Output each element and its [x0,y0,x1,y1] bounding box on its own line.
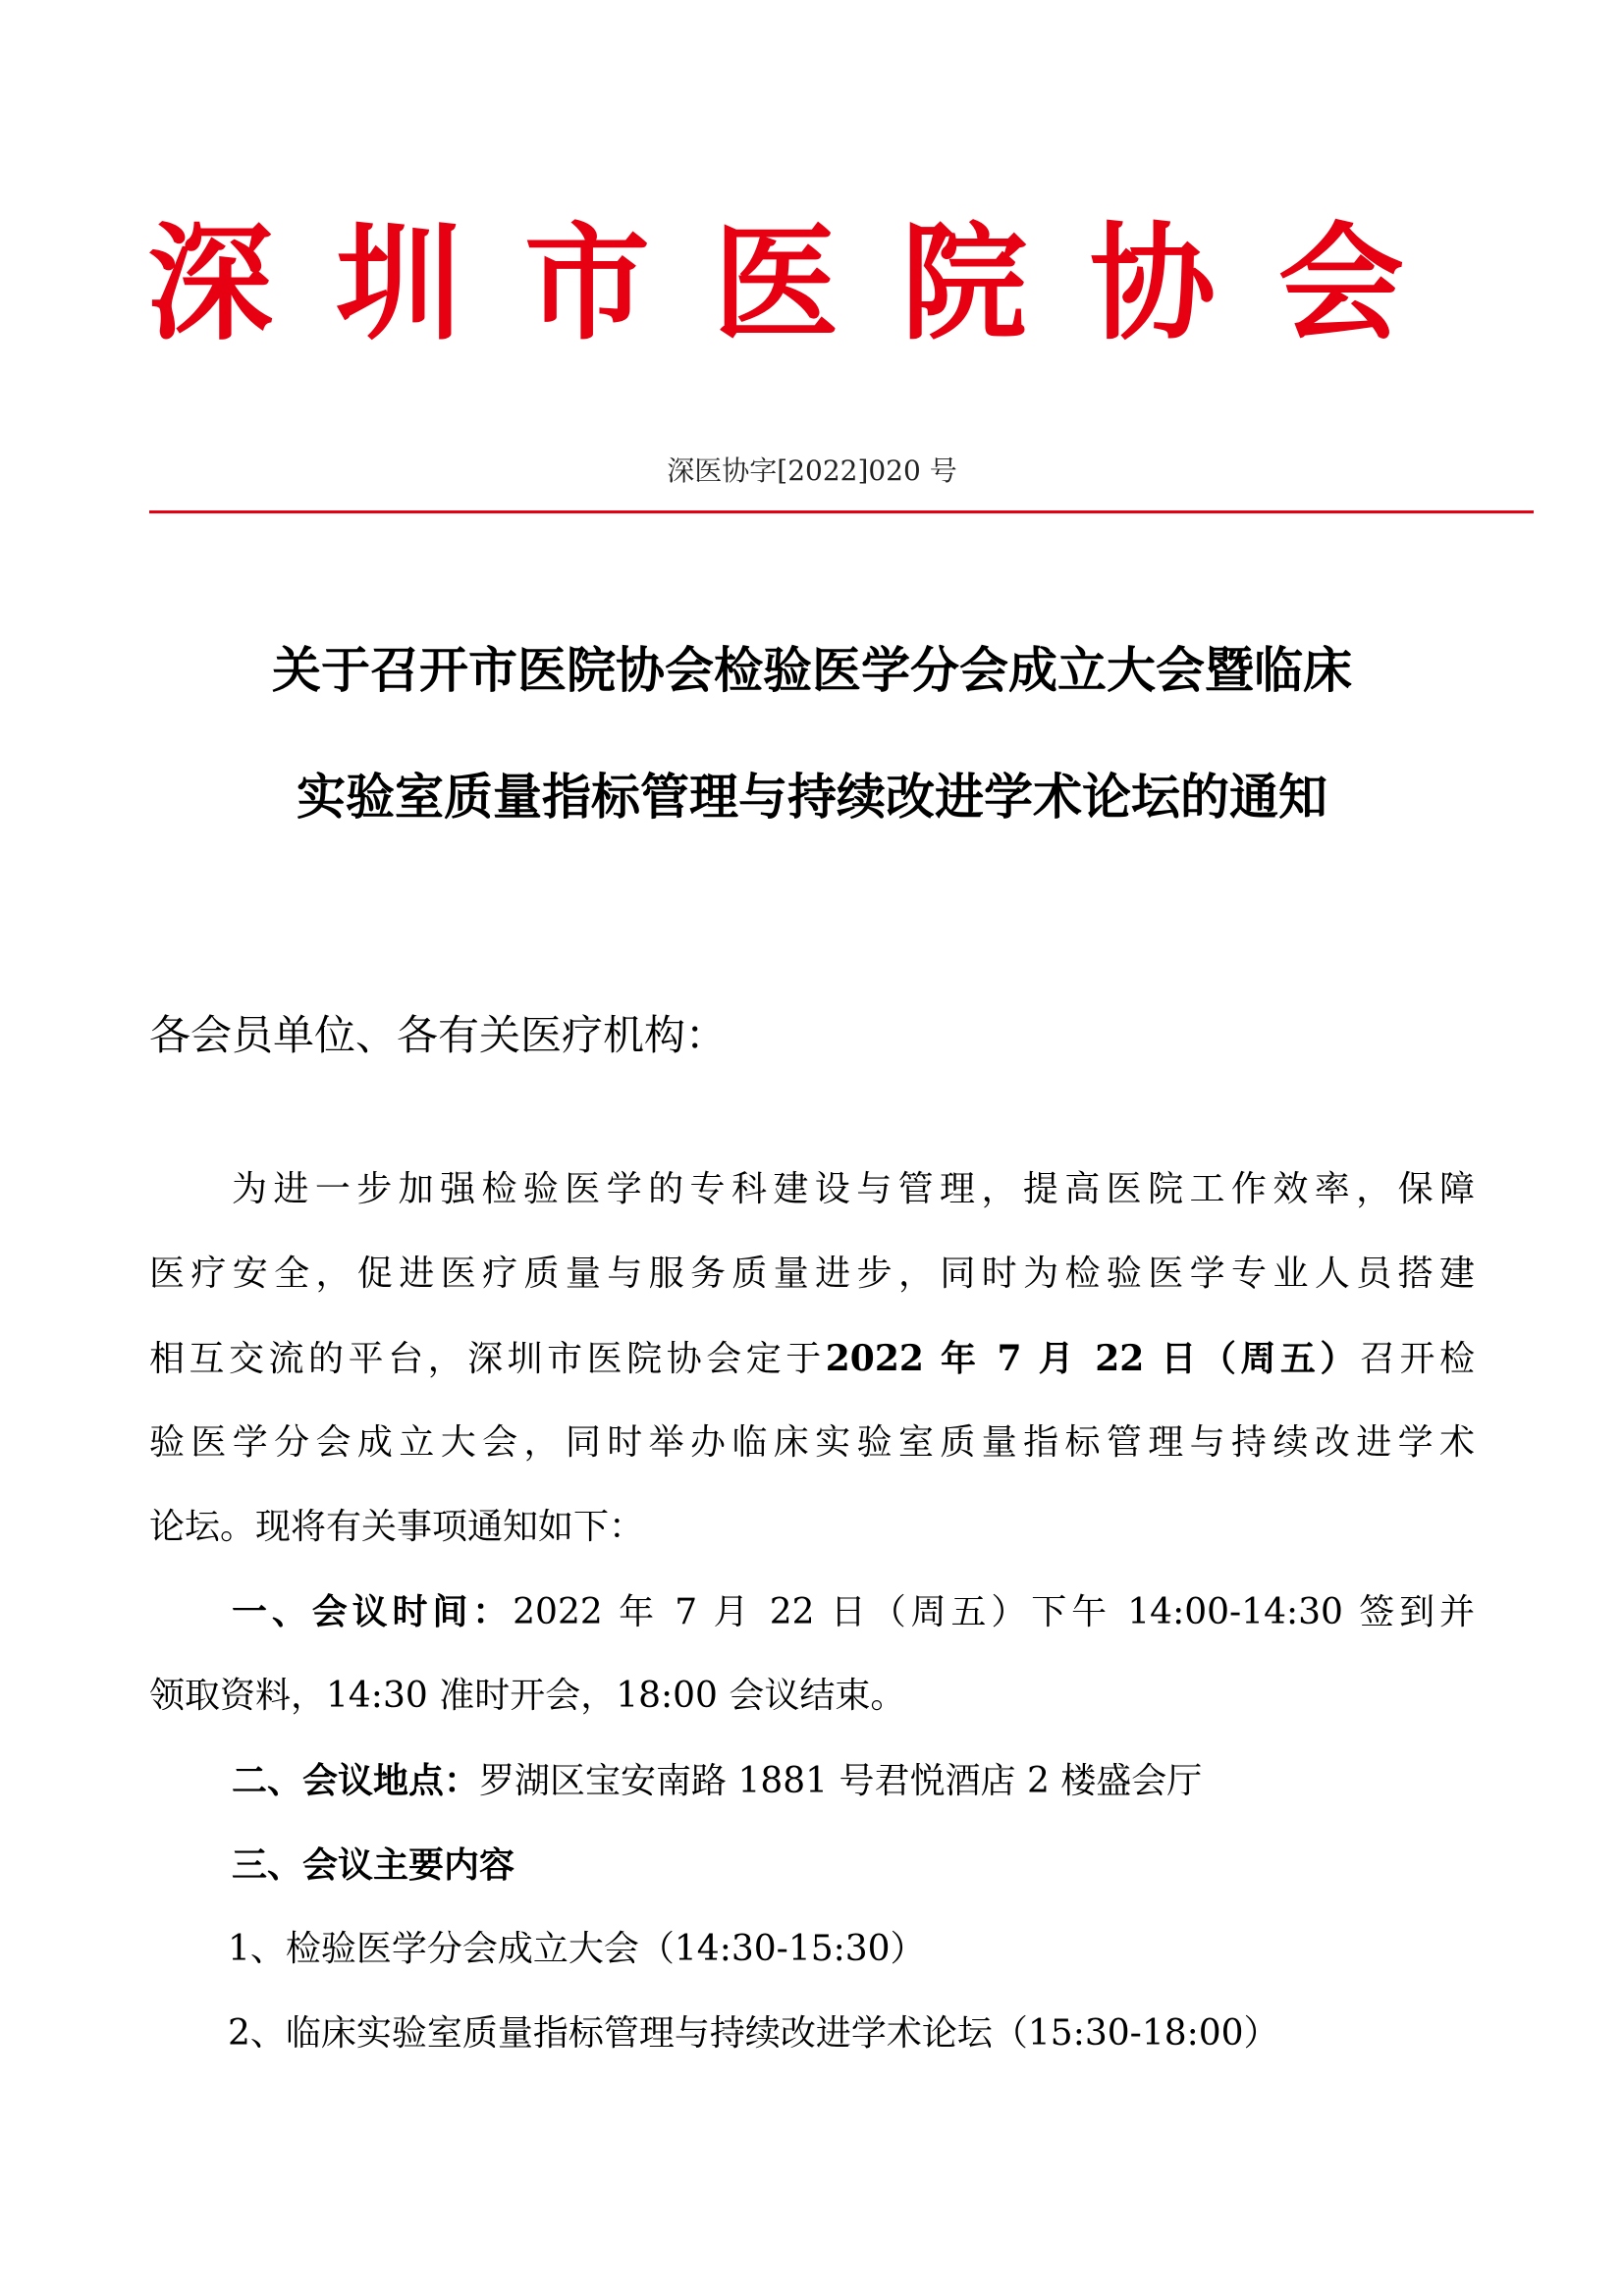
intro-line-5: 论坛。现将有关事项通知如下： [149,1507,645,1547]
organization-name [147,211,1404,358]
meeting-venue-text: 罗湖区宝安南路 1881 号君悦酒店 2 楼盛会厅 [479,1761,1203,1801]
meeting-time [149,1586,1475,1638]
notice-title-line-2: 实验室质量指标管理与持续改进学术论坛的通知 [297,769,1327,826]
intro-line-3-text: 相互交流的平台，深圳市医院协会定于 [149,1339,826,1379]
document-number: 深医协字[2022]020 号 [667,454,957,487]
intro-line-2: 医疗安全，促进医疗质量与服务质量进步，同时为检验医学专业人员搭建 [149,1254,1475,1294]
org-char: 协 [1089,211,1216,357]
meeting-venue [232,1755,1202,1807]
red-divider [149,510,1534,513]
intro-line-3 [149,1333,1475,1385]
intro-line-1: 为进一步加强检验医学的专科建设与管理，提高医院工作效率，保障 [232,1169,1475,1209]
org-char: 深 [147,211,274,357]
content-item-1: 1、检验医学分会成立大会（14:30-15:30） [228,1929,926,1969]
intro-line-4: 验医学分会成立大会，同时举办临床实验室质量指标管理与持续改进学术 [149,1422,1475,1463]
content-item-2: 2、临床实验室质量指标管理与持续改进学术论坛（15:30-18:00） [228,2013,1279,2054]
org-char: 会 [1277,211,1404,357]
meeting-venue-label: 二、会议地点： [232,1760,480,1801]
org-char: 院 [900,211,1027,357]
notice-title-line-1: 关于召开市医院协会检验医学分会成立大会暨临床 [272,642,1352,699]
meeting-time-label: 一、会议时间： [232,1591,514,1632]
org-char: 圳 [335,211,461,357]
org-char: 医 [712,211,839,357]
meeting-date-emphasis: 2022 年 7 月 22 日（周五） [825,1338,1360,1379]
meeting-time-line-2: 领取资料，14:30 准时开会，18:00 会议结束。 [149,1676,906,1716]
meeting-time-text: 2022 年 7 月 22 日（周五）下午 14:00-14:30 签到并 [513,1592,1475,1632]
salutation: 各会员单位、各有关医疗机构： [149,1011,728,1059]
meeting-content-heading: 三、会议主要内容 [232,1844,515,1886]
org-char: 市 [523,211,650,357]
intro-line-3-end: 召开检 [1359,1339,1475,1379]
